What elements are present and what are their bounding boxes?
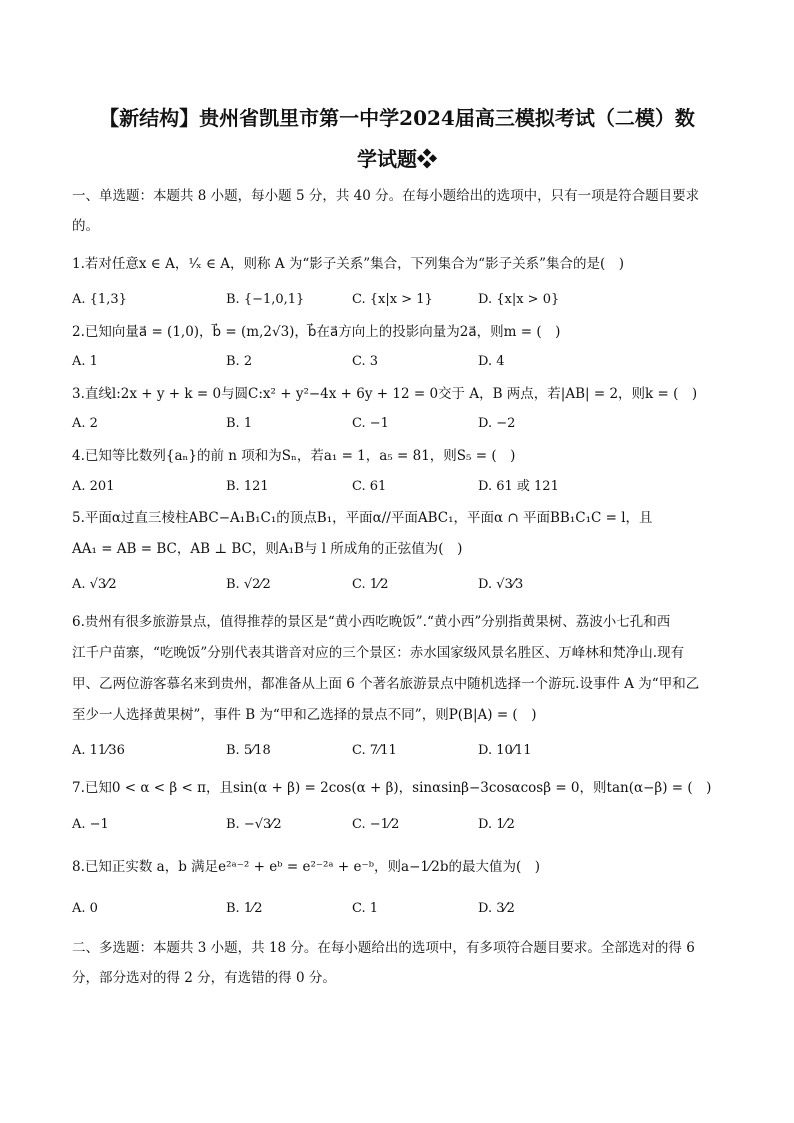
question-8-option-a: A. 0	[72, 901, 98, 916]
question-4-option-b: B. 121	[226, 479, 269, 494]
question-6-option-b: B. 5⁄18	[226, 743, 271, 758]
question-4-option-c: C. 61	[352, 479, 387, 494]
question-3-option-b: B. 1	[226, 416, 253, 431]
question-4-option-a: A. 201	[72, 479, 115, 494]
question-2-option-b: B. 2	[226, 354, 253, 369]
section2-heading-continued: 分，部分选对的得 2 分，有选错的得 0 分。	[72, 970, 336, 986]
question-3-option-d: D. −2	[478, 416, 516, 431]
question-1-option-a: A. {1,3}	[72, 292, 127, 307]
question-5-stem: 5.平面α过直三棱柱ABC−A₁B₁C₁的顶点B₁，平面α//平面ABC₁，平面α ∩ 平面BB₁C₁C = l，且	[72, 510, 653, 526]
question-6-stem-line4: 至少一人选择黄果树”，事件 B 为“甲和乙选择的景点不同”，则P(B|A) = ( )	[72, 707, 537, 723]
question-2-option-d: D. 4	[478, 354, 505, 369]
question-7-option-c: C. −1⁄2	[352, 817, 400, 832]
section1-heading: 一、单选题：本题共 8 小题，每小题 5 分，共 40 分。在每小题给出的选项中，只有一项是符合题目要求	[72, 188, 700, 204]
section1-heading-continued: 的。	[72, 218, 99, 234]
question-1-option-c: C. {x|x > 1}	[352, 292, 433, 307]
question-5-option-b: B. √2⁄2	[226, 577, 271, 592]
question-2-option-c: C. 3	[352, 354, 379, 369]
question-4-option-d: D. 61 或 121	[478, 479, 559, 494]
page-title: 【新结构】贵州省凯里市第一中学2024届高三模拟考试（二模）数	[99, 106, 695, 130]
question-5-stem-continued: AA₁ = AB = BC，AB ⊥ BC，则A₁B与 l 所成角的正弦值为( )	[72, 541, 463, 557]
question-1-stem: 1.若对任意x ∈ A，¹⁄ₓ ∈ A，则称 A 为“影子关系”集合，下列集合为“影子关系”集合的是( )	[72, 256, 625, 272]
question-5-option-d: D. √3⁄3	[478, 577, 524, 592]
question-6-option-d: D. 10⁄11	[478, 743, 532, 758]
question-8-stem: 8.已知正实数 a，b 满足e²ᵃ⁻² + eᵇ = e²⁻²ᵃ + e⁻ᵇ，则a−1⁄2b的最大值为( )	[72, 859, 540, 875]
question-3-option-a: A. 2	[72, 416, 98, 431]
question-5-option-a: A. √3⁄2	[72, 577, 117, 592]
question-3-option-c: C. −1	[352, 416, 389, 431]
question-8-option-d: D. 3⁄2	[478, 901, 515, 916]
page-title-continued: 学试题❖	[357, 147, 437, 171]
question-6-stem: 6.贵州有很多旅游景点，值得推荐的景区是“黄小西吃晚饭”.“黄小西”分别指黄果树、荔波小七孔和西	[72, 614, 671, 630]
question-6-option-a: A. 11⁄36	[72, 743, 125, 758]
question-7-stem: 7.已知0 < α < β < π，且sin(α + β) = 2cos(α + β)，sinαsinβ−3cosαcosβ = 0，则tan(α−β) = ( )	[72, 780, 712, 796]
question-5-option-c: C. 1⁄2	[352, 577, 389, 592]
section2-heading: 二、多选题：本题共 3 小题，共 18 分。在每小题给出的选项中，有多项符合题目要求。全部选对的得 6	[72, 940, 695, 956]
question-4-stem: 4.已知等比数列{aₙ}的前 n 项和为Sₙ，若a₁ = 1，a₅ = 81，则S₅ = ( )	[72, 448, 516, 464]
question-2-option-a: A. 1	[72, 354, 98, 369]
question-6-stem-line3: 甲、乙两位游客慕名来到贵州，都准备从上面 6 个著名旅游景点中随机选择一个游玩.设事件 A 为“甲和乙	[72, 676, 700, 692]
question-8-option-b: B. 1⁄2	[226, 901, 263, 916]
question-1-option-b: B. {−1,0,1}	[226, 292, 305, 307]
question-6-stem-line2: 江千户苗寨，“吃晚饭”分别代表其谐音对应的三个景区：赤水国家级风景名胜区、万峰林和梵净山.现有	[72, 645, 685, 661]
question-7-option-d: D. 1⁄2	[478, 817, 515, 832]
question-6-option-c: C. 7⁄11	[352, 743, 397, 758]
question-8-option-c: C. 1	[352, 901, 379, 916]
question-7-option-a: A. −1	[72, 817, 109, 832]
question-2-stem: 2.已知向量a⃗ = (1,0)，b⃗ = (m,2√3)，b⃗在a⃗方向上的投影向量为2a⃗，则m = ( )	[72, 324, 561, 340]
question-7-option-b: B. −√3⁄2	[226, 817, 282, 832]
question-3-stem: 3.直线l:2x + y + k = 0与圆C:x² + y²−4x + 6y + 12 = 0交于 A，B 两点，若|AB| = 2，则k = ( )	[72, 386, 698, 402]
question-1-option-d: D. {x|x > 0}	[478, 292, 560, 307]
